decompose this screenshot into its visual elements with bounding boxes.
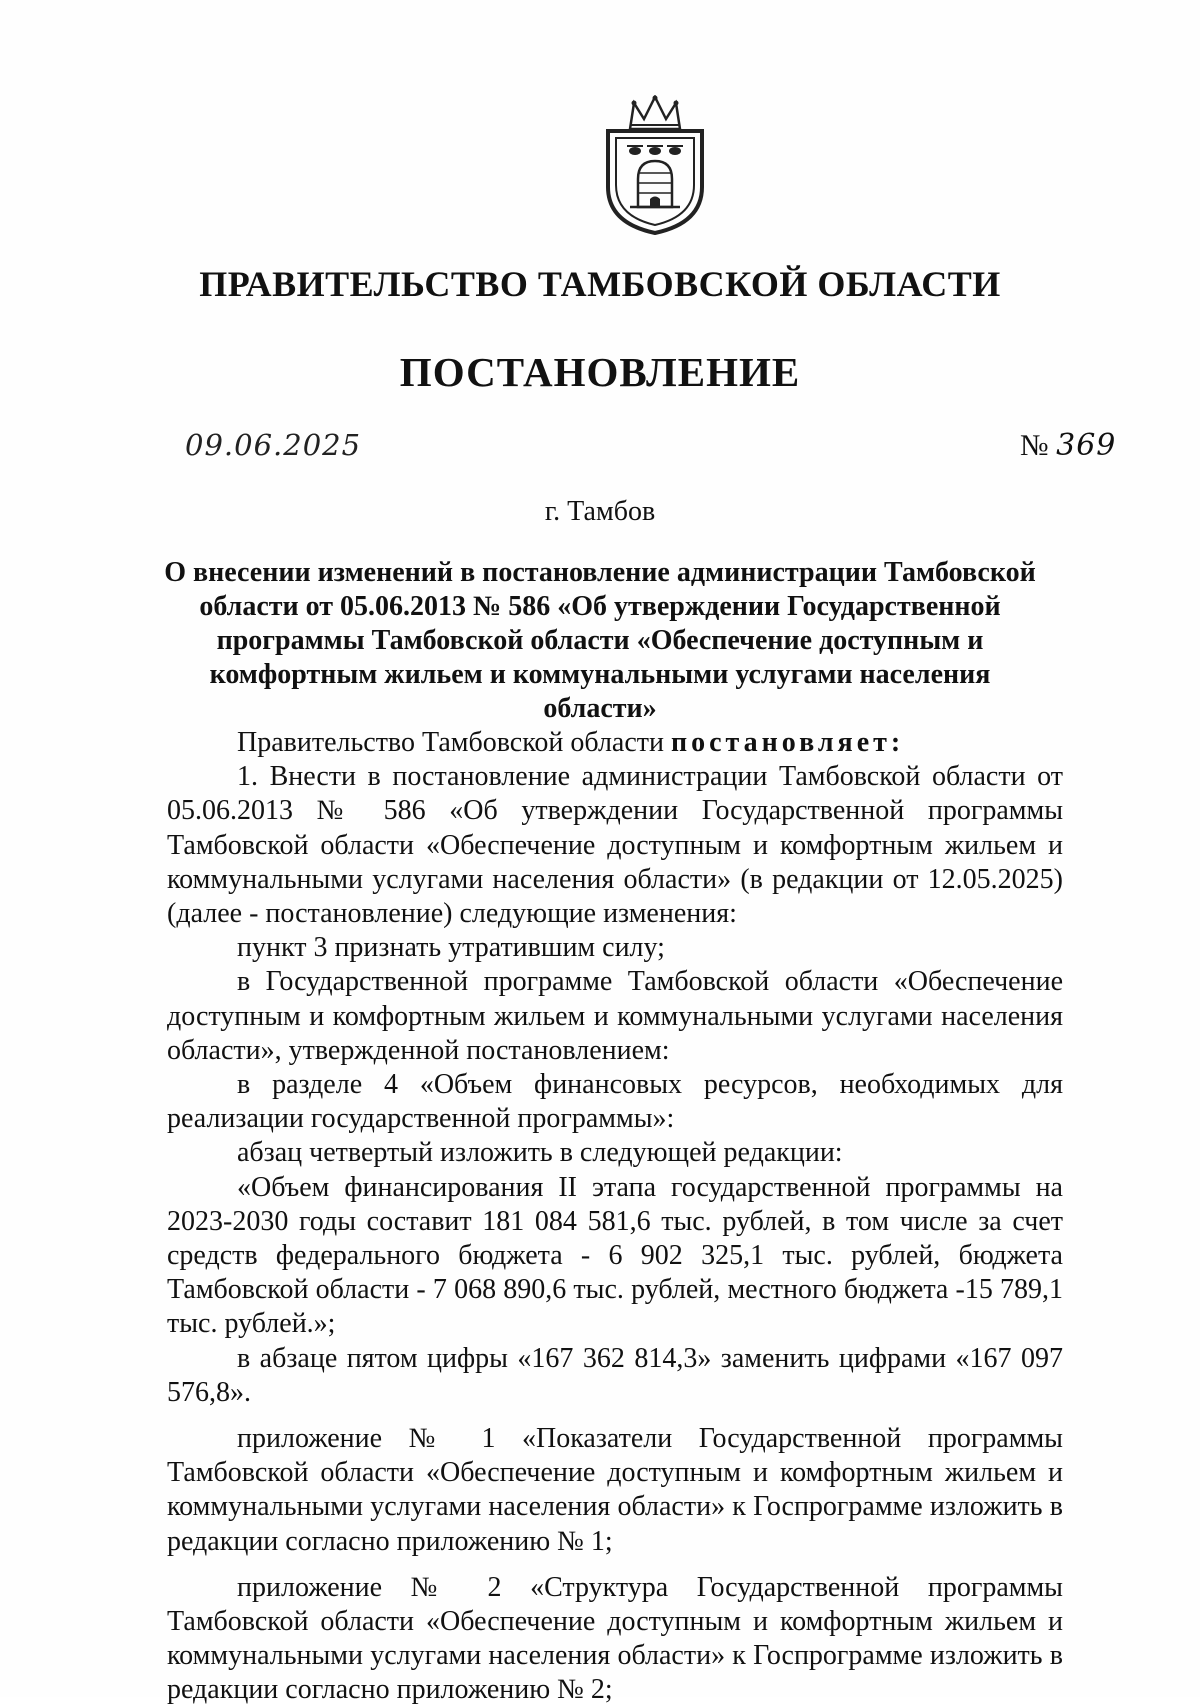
paragraph-2: пункт 3 признать утратившим силу; [237, 932, 665, 964]
number-sign: № [1020, 429, 1049, 462]
paragraph-3: в Государственной программе Тамбовской области «Обеспечение доступным и комфортным жильем и коммунальными услугами населения области», утвержденной постановлением: [167, 966, 1063, 1066]
government-title: ПРАВИТЕЛЬСТВО ТАМБОВСКОЙ ОБЛАСТИ [199, 264, 1001, 304]
preamble-text: Правительство Тамбовской области [237, 727, 671, 758]
paragraph-9: приложение № 2 «Структура Государственной программы Тамбовской области «Обеспечение доступным и комфортным жильем и коммунальными услугами населения области» к Госпрограмме изложить в редакции согласно приложению № 2; [167, 1571, 1063, 1706]
paragraph-6: «Объем финансирования II этапа государственной программы на 2023-2030 годы составит 181 084 581,6 тыс. рублей, в том числе за счет средств федерального бюджета - 6 902 325,1 тыс. рублей, бюджета Тамбовской области - 7 068 890,6 тыс. рублей, местного бюджета -15 789,1 тыс. рублей.»; [167, 1171, 1063, 1340]
document-subject: О внесении изменений в постановление администрации Тамбовской области от 05.06.2013 № 586 «Об утверждении Государственной программы Тамбовской области «Обеспечение доступным и комфортным жильем и коммунальными услугами населения области» [164, 557, 1036, 724]
number-value: 369 [1056, 428, 1117, 463]
preamble [167, 726, 1063, 760]
paragraph-4: в разделе 4 «Объем финансовых ресурсов, необходимых для реализации государственной программы»: [167, 1069, 1063, 1135]
document-type: ПОСТАНОВЛЕНИЕ [399, 349, 801, 395]
paragraph-5: абзац четвертый изложить в следующей редакции: [237, 1137, 843, 1169]
tambov-region-coat-of-arms-icon [600, 95, 710, 235]
document-date: 09.06.2025 [185, 428, 362, 462]
paragraph-7: в абзаце пятом цифры «167 362 814,3» заменить цифрами «167 097 576,8». [167, 1342, 1063, 1408]
paragraph-8: приложение № 1 «Показатели Государственной программы Тамбовской области «Обеспечение доступным и комфортным жильем и коммунальными услугами населения области» к Госпрограмме изложить в редакции согласно приложению № 1; [167, 1423, 1063, 1557]
city: г. Тамбов [544, 496, 656, 527]
paragraph-1: 1. Внести в постановление администрации Тамбовской области от 05.06.2013 № 586 «Об утверждении Государственной программы Тамбовской области «Обеспечение доступным и комфортным жильем и коммунальными услугами населения области» (в редакции от 12.05.2025) (далее - постановление) следующие изменения: [167, 761, 1063, 930]
preamble-verb: постановляет: [671, 727, 905, 758]
document-number [1020, 428, 1116, 463]
document-body [167, 726, 1063, 1708]
